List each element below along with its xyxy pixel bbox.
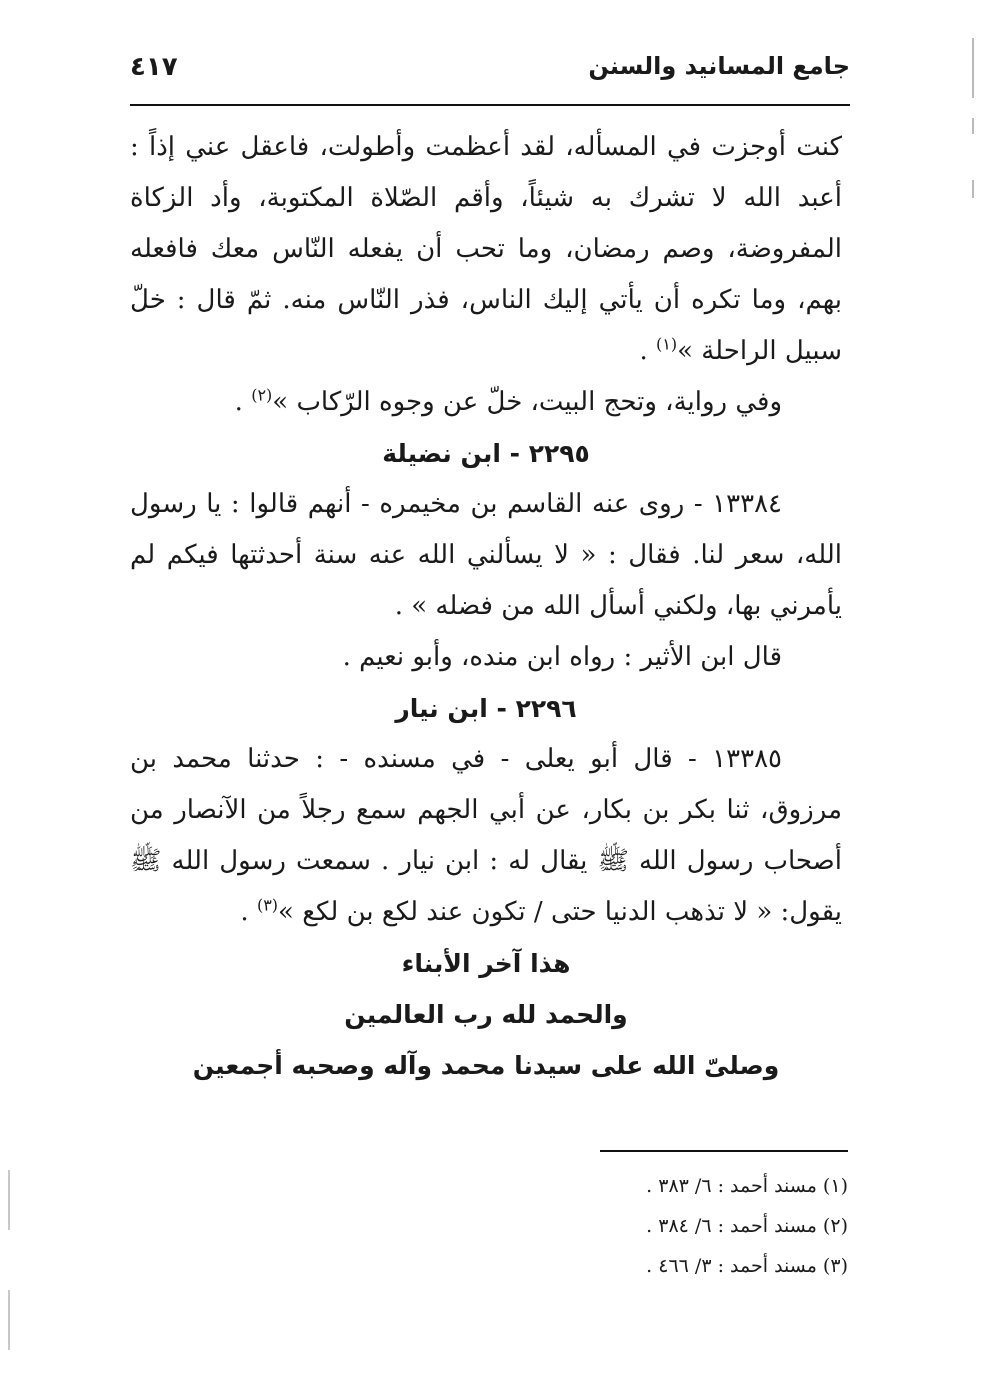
paragraph — [130, 122, 842, 377]
footnote: (٣) مسند أحمد : ٣/ ٤٦٦ . — [646, 1255, 848, 1277]
paragraph-text: وفي رواية، وتحج البيت، خلّ عن وجوه الرّكاب » — [272, 387, 782, 417]
paragraph-text: ١٣٣٨٥ - قال أبو يعلى - في مسنده - : حدثنا محمد بن مرزوق، ثنا بكر بن بكار، عن أبي الجهم سمع رجلاً من الآنصار من أصحاب رسول الله ﷺ يقال له : ابن نيار . سمعت رسول الله ﷺ يقول: « لا تذهب الدنيا حتى / تكون عند لكع بن لكع » — [130, 744, 842, 927]
running-title: جامع المسانيد والسنن — [588, 52, 850, 80]
footnote: (١) مسند أحمد : ٦/ ٣٨٣ . — [646, 1175, 848, 1197]
scan-edge-mark — [972, 38, 974, 98]
scan-margin-mark — [8, 1170, 10, 1230]
scan-margin-mark — [8, 1290, 10, 1350]
paragraph — [130, 377, 842, 428]
paragraph: ١٣٣٨٤ - روى عنه القاسم بن مخيمره - أنهم قالوا : يا رسول الله، سعر لنا. فقال : « لا يسألني الله عنه سنة أحدثتها فيكم لم يأمرني بها، ولكني أسأل الله من فضله » . — [130, 489, 842, 621]
scan-edge-mark — [972, 180, 974, 198]
paragraph-end: . — [639, 336, 656, 366]
paragraph-end: . — [240, 897, 257, 927]
footnote-rule — [600, 1150, 848, 1152]
page-number: ٤١٧ — [130, 52, 178, 82]
paragraph-end: . — [234, 387, 252, 417]
closing-line: وصلىّ الله على سيدنا محمد وآله وصحبه أجمعين — [192, 1051, 780, 1080]
footnotes — [500, 1166, 848, 1286]
paragraph: قال ابن الأثير : رواه ابن منده، وأبو نعيم . — [342, 642, 782, 672]
closing-line: هذا آخر الأبناء — [401, 949, 571, 978]
section-heading: ٢٢٩٦ - ابن نيار — [395, 694, 577, 723]
footnote-reference: (٢) — [251, 385, 273, 405]
section-heading: ٢٢٩٥ - ابن نضيلة — [382, 439, 590, 468]
paragraph — [130, 734, 842, 938]
header-rule — [130, 104, 850, 106]
paragraph-text: كنت أوجزت في المسأله، لقد أعظمت وأطولت، فاعقل عني إذاً : أعبد الله لا تشرك به شيئاً، وأقم الصّلاة المكتوبة، وأد الزكاة المفروضة، وصم رمضان، وما تحب أن يفعله النّاس معك فافعله بهم، وما تكره أن يأتي إليك الناس، فذر النّاس منه. ثمّ قال : خلّ سبيل الراحلة » — [130, 132, 842, 366]
main-text — [130, 122, 842, 1091]
footnote-reference: (٣) — [256, 895, 279, 915]
footnote: (٢) مسند أحمد : ٦/ ٣٨٤ . — [646, 1215, 848, 1237]
closing-line: والحمد لله رب العالمين — [344, 1000, 628, 1029]
footnote-reference: (١) — [655, 334, 678, 354]
page-header — [130, 48, 850, 106]
scan-edge-mark — [972, 118, 974, 134]
